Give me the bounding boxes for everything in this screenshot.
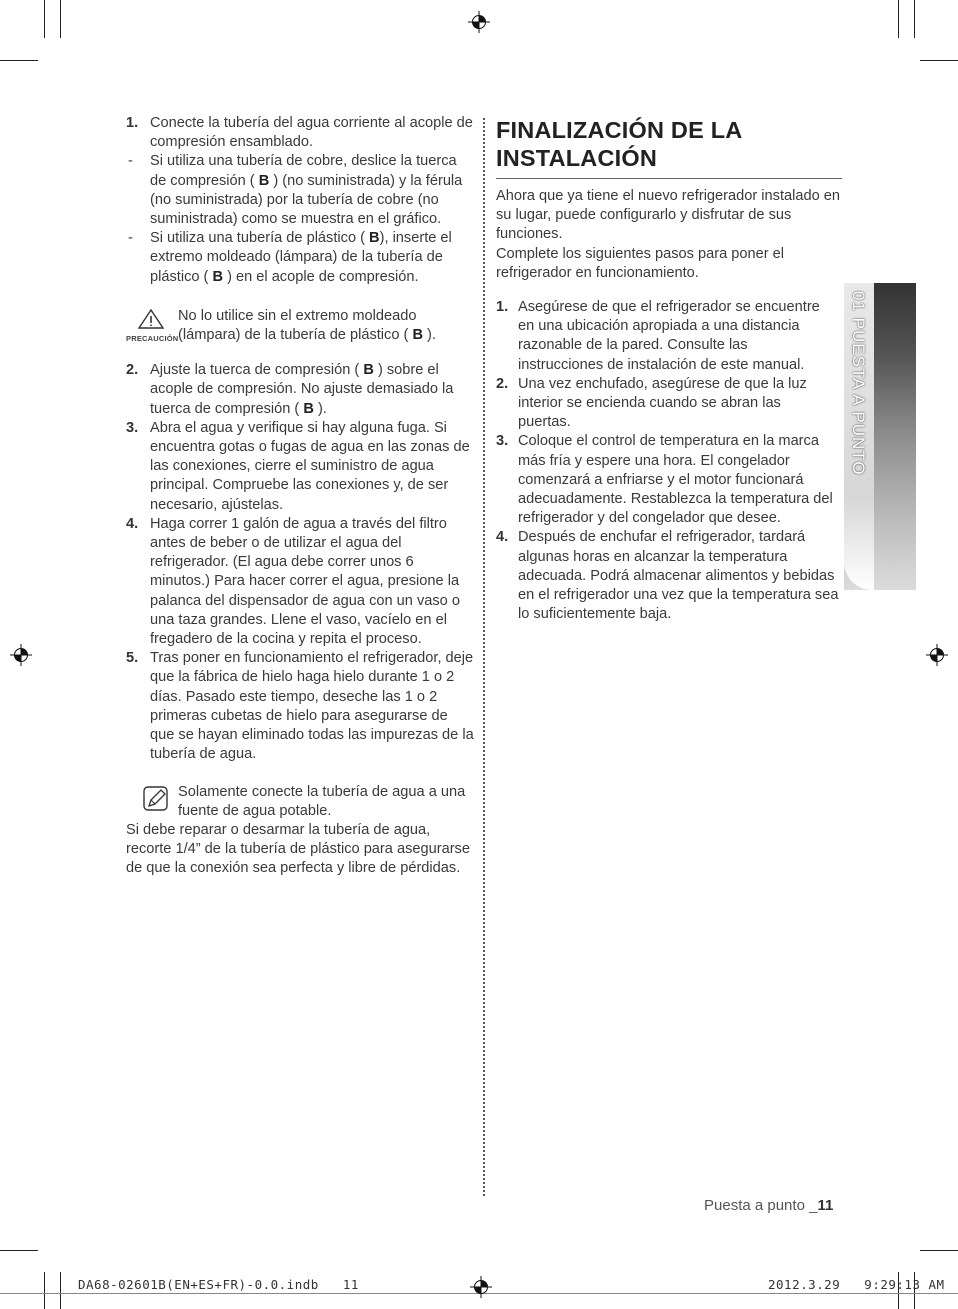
step-1 [126,114,476,152]
crop-mark [0,1250,38,1251]
crop-mark [44,1272,45,1309]
crop-mark [914,0,915,38]
registration-mark-icon [10,644,32,666]
step-3 [126,419,476,515]
section-title: FINALIZACIÓN DE LA INSTALACIÓN [496,117,742,171]
sub-step-text: ), inserte el extremo moldeado (lámpara) de la tubería de plástico ( [150,230,452,285]
crop-mark [920,1250,958,1251]
step-text: ) sobre el acople de compresión. No ajuste demasiado la tuerca de compresión ( [150,362,454,417]
sub-step-text: ) (no suministrada) y la férula (no suministrada) por la tubería de cobre (no suministrada) como se muestra en el gráfico. [150,172,463,228]
registration-mark-icon [926,644,948,666]
step-number: 2. [496,375,509,392]
print-slug-date: 2012.3.29 9:29:13 AM [768,1277,945,1292]
part-label-b: B [258,172,270,189]
step-number: 3. [126,419,139,436]
finish-step-4 [496,528,842,624]
step-text: Ajuste la tuerca de compresión ( [150,362,360,379]
left-column [126,114,476,879]
step-text: Abra el agua y verifique si hay alguna fuga. Si encuentra gotas o fugas de agua en las zonas de las conexiones, cierre el suministro de agua principal. Compruebe las conexiones y, de ser necesario, ajústelas. [150,419,470,513]
note-box [126,783,476,821]
step-text: Una vez enchufado, asegúrese de que la luz interior se encienda cuando se abran las puertas. [518,375,807,431]
sub-step-copper [126,152,476,229]
finish-step-2 [496,375,842,433]
page-number: 11 [817,1197,834,1214]
note-pencil-icon [142,785,170,813]
caution-box [126,307,476,345]
registration-mark-icon [468,11,490,33]
step-number: 3. [496,433,509,450]
intro-text: Complete los siguientes pasos para poner el refrigerador en funcionamiento. [496,245,784,281]
sub-step-text: Si utiliza una tubería de plástico ( [150,230,365,247]
crop-mark [44,0,45,38]
step-text: Haga correr 1 galón de agua a través del filtro antes de beber o de utilizar el agua del refrigerador. (El agua debe correr unos 6 minutos.) Para hacer correr el agua, presione la palanca del dispensador de agua con un vaso o una taza grandes. Llene el vaso, vacíelo en el fregadero de la cocina y repita el proceso. [150,515,460,648]
crop-mark [60,0,61,38]
step-text: Coloque el control de temperatura en la marca más fría y espere una hora. El congelador comenzará a enfriarse y el motor funcionará adecuadamente. Restablezca la temperatura del refrigerador y del congelador que desee. [518,433,833,527]
crop-mark [898,0,899,38]
finish-step-1 [496,298,842,375]
title-rule [496,178,842,179]
step-number: 4. [126,515,139,532]
step-number: 1. [126,115,139,131]
step-number: 5. [126,650,139,667]
part-label-b: B [303,400,314,417]
warning-triangle-icon [138,309,164,329]
dash-bullet: - [128,230,133,247]
finish-step-3 [496,432,842,528]
caution-text: No lo utilice sin el extremo moldeado (lámpara) de la tubería de plástico ( [178,307,417,344]
step-number: 2. [126,362,139,379]
crop-mark [0,60,38,61]
step-number: 1. [496,299,509,316]
caution-label: PRECAUCIÓN [126,333,179,343]
footer-section-name: Puesta a punto _ [704,1197,818,1214]
part-label-b: B [369,230,380,247]
note-text: Solamente conecte la tubería de agua a una fuente de agua potable. [178,783,466,819]
part-label-b: B [212,268,224,285]
chapter-tab-label: 01 PUESTA A PUNTO [849,291,868,476]
registration-mark-icon [470,1276,492,1298]
step-text: Tras poner en funcionamiento el refrigerador, deje que la fábrica de hielo haga hielo durante 1 o 2 días. Pasado este tiempo, deseche las 1 o 2 primeras cubetas de hielo para asegurarse de que se hayan eliminado todas las impurezas de la tubería de agua. [150,650,474,763]
step-5 [126,649,476,764]
sub-step-plastic [126,229,476,287]
sub-step-text: Si utiliza una tubería de cobre, deslice la tuerca de compresión ( [150,153,457,189]
part-label-b: B [412,327,423,344]
right-column [496,114,842,624]
step-2 [126,361,476,419]
note-text-continued: Si debe reparar o desarmar la tubería de agua, recorte 1/4” de la tubería de plástico para asegurarse de que la conexión sea perfecta y libre de pérdidas. [126,821,470,877]
intro-text: Ahora que ya tiene el nuevo refrigerador instalado en su lugar, puede configurarlo y disfrutar de sus funciones. [496,188,840,243]
step-number: 4. [496,529,509,546]
crop-mark [60,1272,61,1309]
step-text: Conecte la tubería del agua corriente al acople de compresión ensamblado. [150,115,473,151]
page-footer [704,1197,833,1214]
column-divider [483,118,485,1196]
step-text: Después de enchufar el refrigerador, tardará algunas horas en alcanzar la temperatura adecuada. Podrá almacenar alimentos y bebidas en el refrigerador una vez que la temperatura sea lo suficientemente baja. [518,529,839,623]
part-label-b: B [363,362,374,379]
step-4 [126,515,476,649]
chapter-tab [844,283,916,590]
caution-text: ). [427,327,436,344]
sub-step-text: ) en el acople de compresión. [227,268,419,285]
print-slug-file: DA68-02601B(EN+ES+FR)-0.0.indb 11 [78,1277,359,1292]
step-text: ). [317,400,327,417]
step-text: Asegúrese de que el refrigerador se encuentre en una ubicación apropiada a una distancia razonable de la pared. Consulte las instrucciones de instalación de este manual. [518,299,820,373]
dash-bullet: - [128,153,133,170]
crop-mark [920,60,958,61]
